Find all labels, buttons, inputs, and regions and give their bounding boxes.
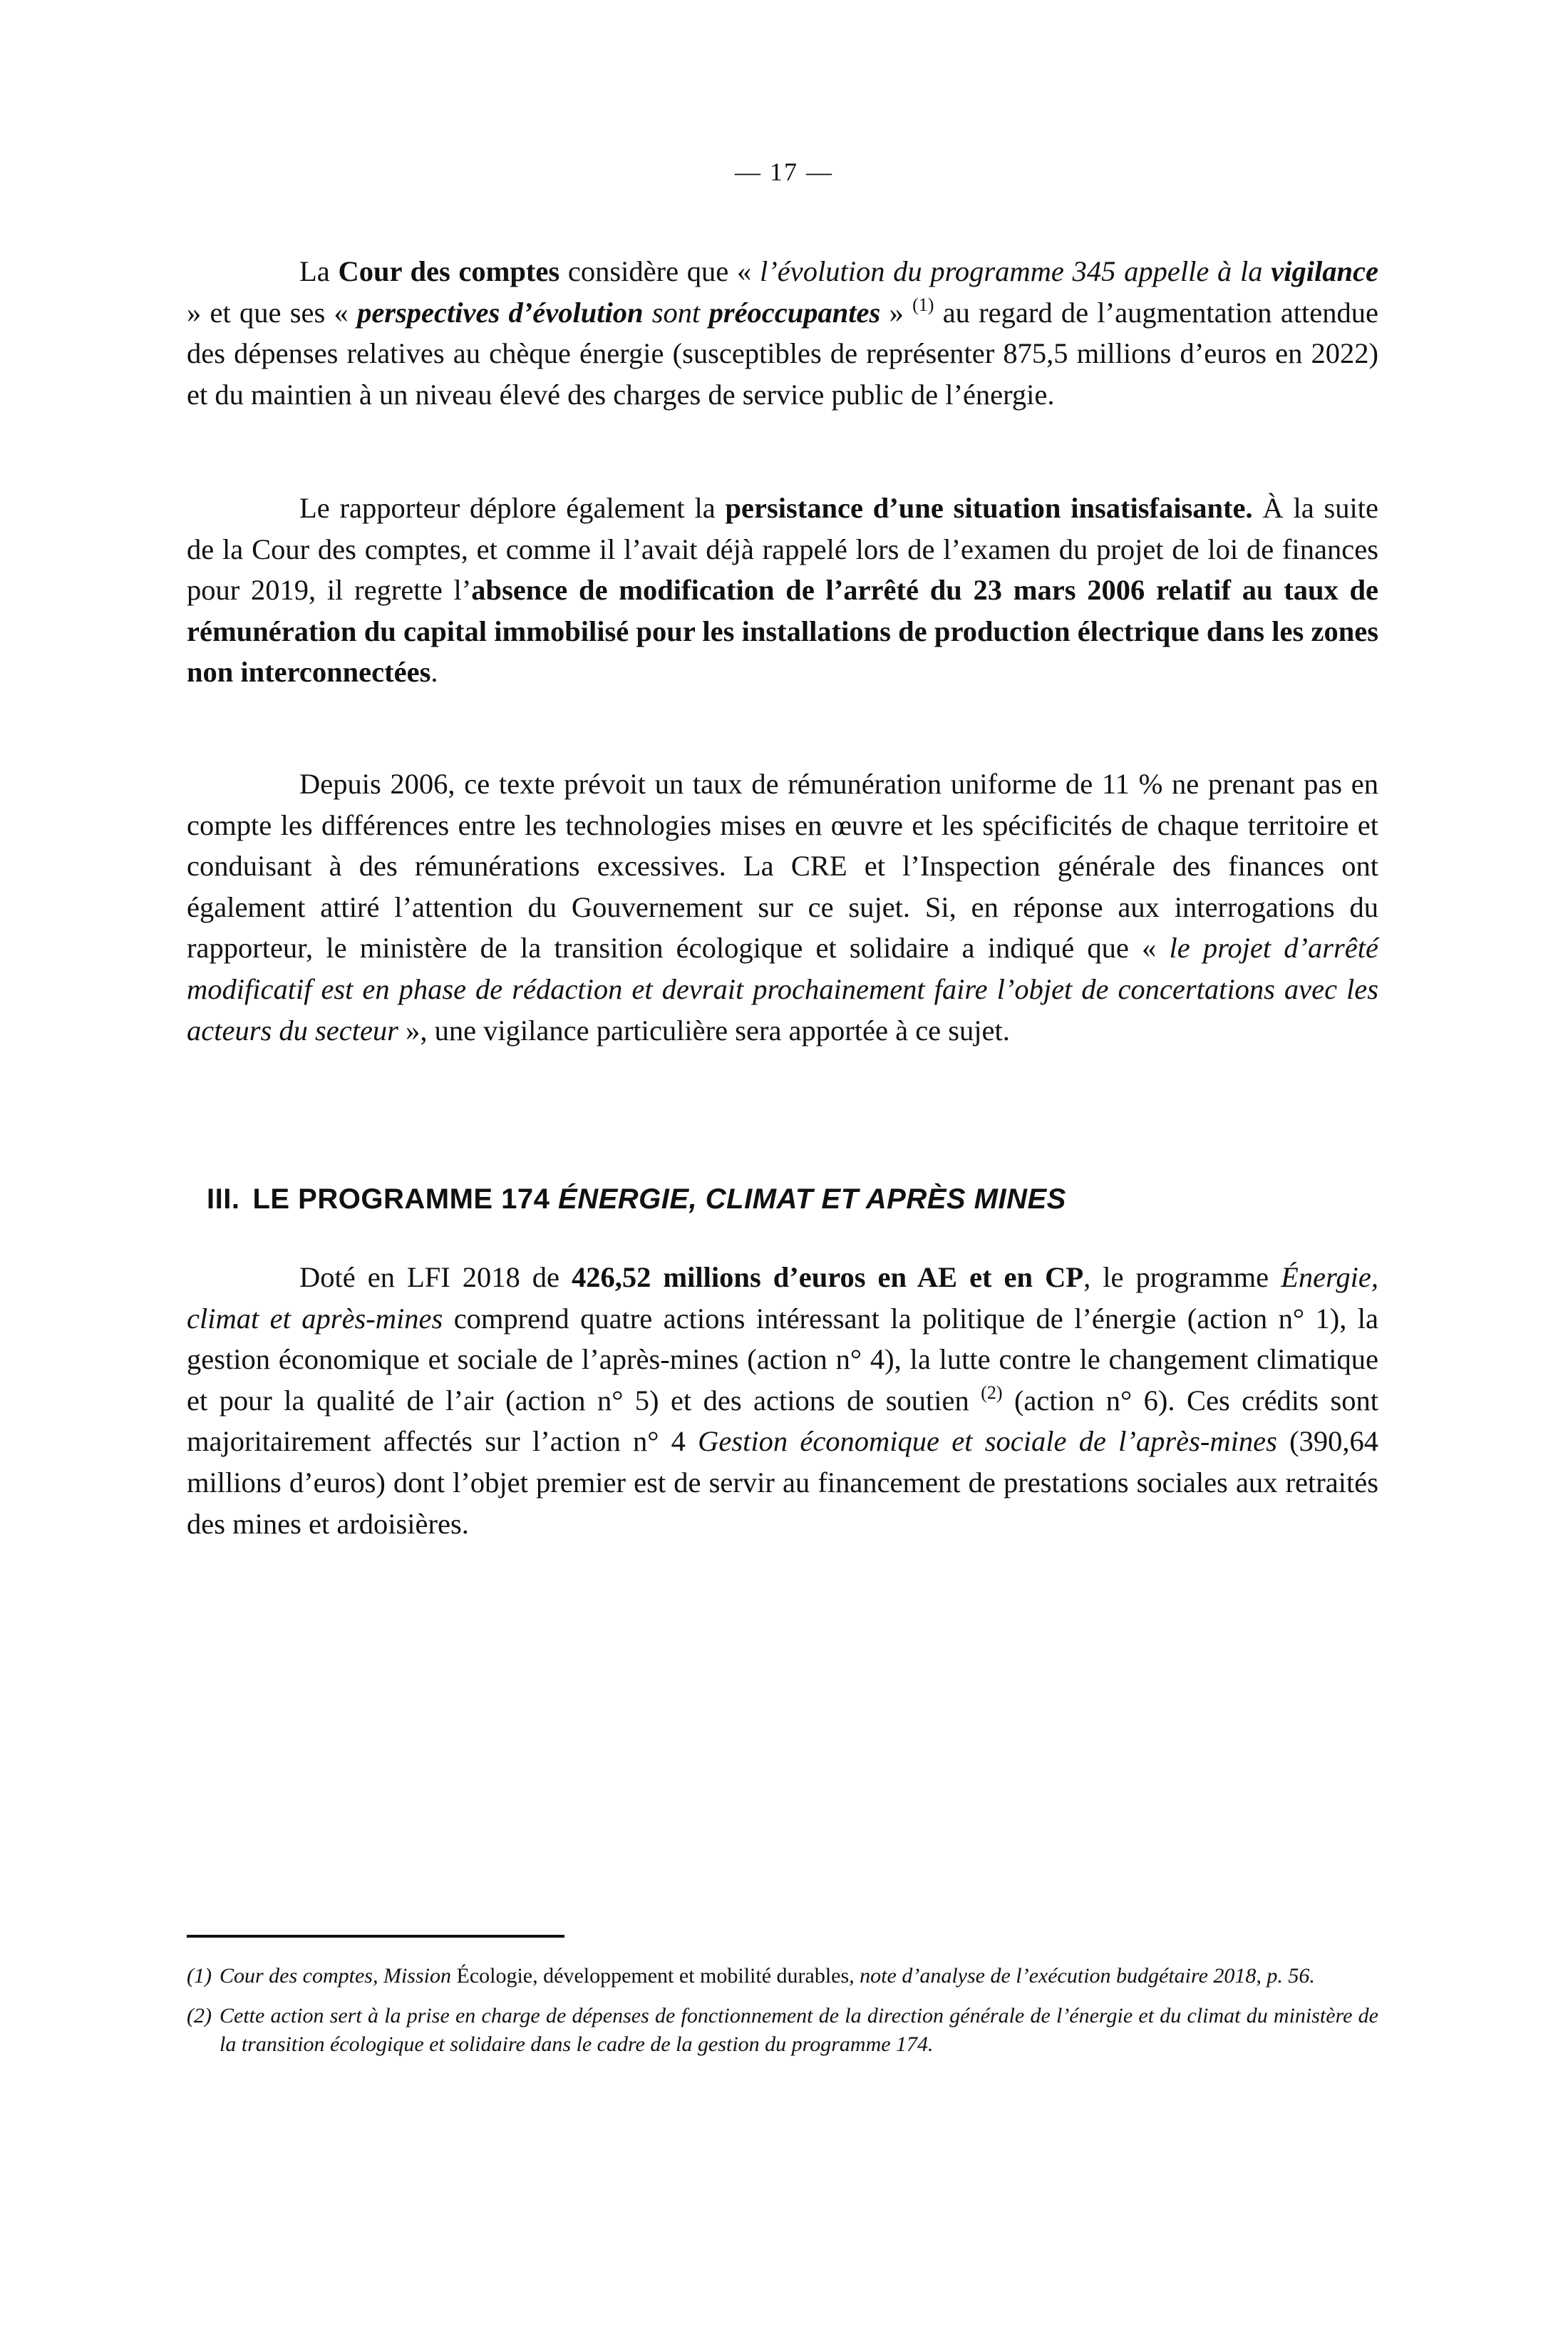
text-run: Doté en LFI 2018 de xyxy=(299,1261,572,1293)
text-run: » et que ses « xyxy=(187,296,358,329)
quote-bold-italic: vigilance xyxy=(1271,255,1378,287)
footnote-upright: Écologie, développement et mobilité durables xyxy=(456,1964,850,1988)
paragraph-rapporteur xyxy=(187,488,1378,693)
bold-run: 426,52 millions d’euros en AE et en CP xyxy=(572,1261,1084,1293)
footnote-text: , note d’analyse de l’exécution budgétaire 2018, p. 56. xyxy=(849,1964,1315,1988)
footnote-mark: (2) xyxy=(187,2004,212,2027)
text-run: Le rapporteur déplore également la xyxy=(299,492,726,524)
italic-run: Gestion économique et sociale de l’après-mines xyxy=(698,1425,1277,1458)
quote-italic: l’évolution du programme 345 appelle à la xyxy=(760,255,1272,287)
text-run: . xyxy=(430,656,438,689)
text-run: À la suite de la Cour des comptes, et comme il l’avait déjà rappelé lors de l’examen du projet de loi de finances pour 2019, il regrette l’ xyxy=(187,492,1378,607)
text-run: Depuis 2006, ce texte prévoit un taux de rémunération uniforme de 11 % ne prenant pas en compte les différences entre les technologies mises en œuvre et les spécificités de chaque territoire et conduisant à des rémunérations excessives. La CRE et l’Inspection générale des finances ont également attiré l’attention du Gouvernement sur ce sujet. Si, en réponse aux interrogations du rapporteur, le ministère de la transition écologique et solidaire a indiqué que « xyxy=(187,768,1378,965)
bold-run: Cour des comptes xyxy=(338,255,560,287)
footnote-ref-1[interactable]: (1) xyxy=(912,294,934,315)
bold-run: absence de modification de l’arrêté du 23 mars 2006 relatif au taux de rémunération du capital immobilisé pour les installations de production électrique dans les zones non interconnectées xyxy=(187,574,1378,689)
quote-bold-italic: préoccupantes xyxy=(708,296,881,329)
text-run: », une vigilance particulière sera apportée à ce sujet. xyxy=(398,1014,1010,1047)
heading-italic: ÉNERGIE, CLIMAT ET APRÈS MINES xyxy=(558,1183,1066,1215)
text-run: (action n° 6). Ces crédits sont majoritairement affectés sur l’action n° 4 xyxy=(187,1384,1379,1458)
paragraph-cour-des-comptes xyxy=(187,251,1378,415)
page-number: — 17 — xyxy=(735,158,833,186)
quote-italic: le projet d’arrêté modificatif est en phase de rédaction et devrait prochainement faire l’objet de concertations avec les acteurs du secteur xyxy=(187,932,1378,1047)
footnote-separator xyxy=(187,1935,564,1938)
text-run: considère que « xyxy=(559,255,760,287)
heading-text: LE PROGRAMME 174 xyxy=(252,1183,559,1215)
footnote-text: Cette action sert à la prise en charge de dépenses de fonctionnement de la direction générale de l’énergie et du climat du ministère de la transition écologique et solidaire dans le cadre de la gestion du programme 174. xyxy=(220,2004,1378,2056)
section-heading xyxy=(207,1182,1066,1216)
paragraph-programme-174 xyxy=(187,1257,1378,1544)
footnote-text: Cour des comptes, Mission xyxy=(220,1964,457,1988)
text-run: (390,64 millions d’euros) dont l’objet premier est de servir au financement de prestations sociales aux retraités des mines et ardoisières. xyxy=(187,1425,1378,1540)
footnotes xyxy=(187,1962,1378,2070)
text-run: comprend quatre actions intéressant la politique de l’énergie (action n° 1), la gestion économique et sociale de l’après-mines (action n° 4), la lutte contre le changement climatique et pour la qualité de l’air (action n° 5) et des actions de soutien xyxy=(187,1302,1378,1417)
text-run: La xyxy=(299,255,339,287)
bold-run: persistance d’une situation insatisfaisante. xyxy=(725,492,1253,524)
footnote-ref-2[interactable]: (2) xyxy=(981,1382,1003,1403)
text-run: au regard de l’augmentation attendue des dépenses relatives au chèque énergie (susceptibles de représenter 875,5 millions d’euros en 2022) et du maintien à un niveau élevé des charges de service public de l’énergie. xyxy=(187,296,1379,411)
footnote-mark: (1) xyxy=(187,1964,212,1988)
footnote-2 xyxy=(187,2002,1378,2059)
section-number: III. xyxy=(207,1183,240,1215)
paragraph-depuis-2006 xyxy=(187,764,1378,1051)
text-run: , le programme xyxy=(1083,1261,1281,1293)
quote-bold-italic: perspectives d’évolution xyxy=(357,296,644,329)
footnote-1 xyxy=(187,1962,1378,1990)
italic-run: Énergie, climat et après-mines xyxy=(187,1261,1378,1335)
text-run: » xyxy=(880,296,913,329)
quote-italic: sont xyxy=(643,296,709,329)
